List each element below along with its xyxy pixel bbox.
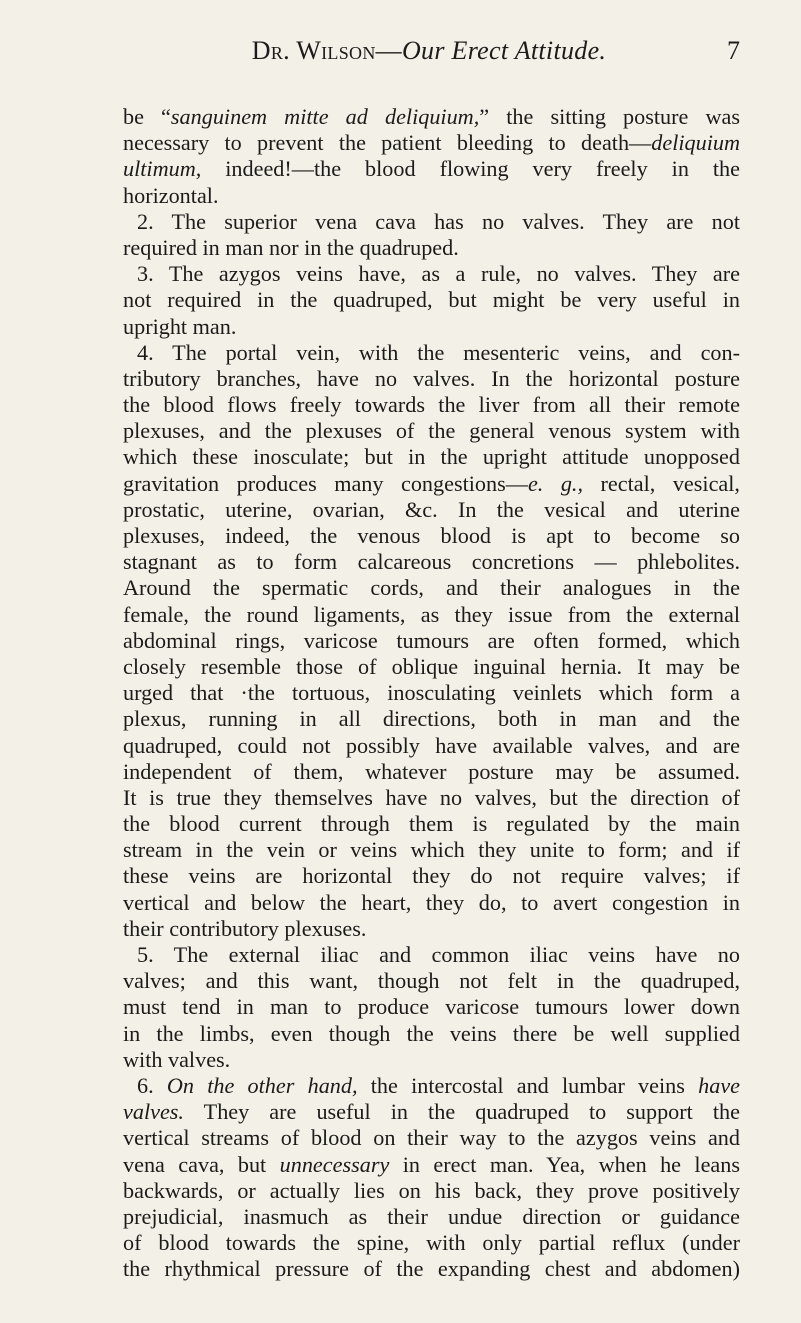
text-run: in the limbs, even though the veins there be well supplied [123,1020,740,1046]
body-text [123,104,740,1282]
text-run: must tend in man to produce varicose tumours lower down [123,994,740,1020]
text-run: independent of them, whatever posture may be assumed. [123,758,740,784]
text-run: which these inosculate; but in the upright attitude unopposed [123,444,740,470]
text-line [123,471,740,497]
text-line [123,654,740,680]
text-run: valves; and this want, though not felt in the quadruped, [123,968,740,994]
text-line [123,392,740,418]
text-line [123,156,740,182]
text-line [123,1073,740,1099]
text-line [123,968,740,994]
text-run: plexus, running in all directions, both in man and the [123,706,740,732]
text-run: of blood towards the spine, with only partial reflux (under [123,1230,740,1256]
text-line [123,1204,740,1230]
text-line [123,1230,740,1256]
text-line [123,942,740,968]
text-line [123,183,740,209]
header-author: Dr. Wilson [251,36,376,65]
text-line [123,1047,740,1073]
text-line [123,209,740,235]
text-line [123,759,740,785]
text-run: prostatic, uterine, ovarian, &c. In the vesical and uterine [123,496,740,522]
text-line [123,261,740,287]
text-line [123,235,740,261]
text-run: plexuses, and the plexuses of the general venous system with [123,418,740,444]
text-run: ” the sitting posture was [479,104,740,129]
text-run: gravitation produces many congestions— [123,470,528,496]
text-run: required in man nor in the quadruped. [123,234,459,260]
text-run: be “ [123,104,171,129]
text-line [123,890,740,916]
header-title: Our Erect Attitude. [401,36,607,65]
text-run: indeed!—the blood flowing very freely in the [201,156,740,182]
text-line [123,680,740,706]
text-line [123,523,740,549]
text-run: plexuses, indeed, the venous blood is apt to become so [123,523,740,548]
text-run: their contributory plexuses. [123,915,367,941]
italic-text: valves. [123,1099,184,1125]
text-run: horizontal. [123,182,219,208]
text-line [123,837,740,863]
text-run: the rhythmical pressure of the expanding chest and abdomen) [123,1256,740,1282]
text-line [123,497,740,523]
header-separator: — [375,36,402,65]
text-line [123,418,740,444]
text-line [123,549,740,575]
text-line [123,785,740,811]
text-line [123,733,740,759]
italic-text: sanguinem mitte ad deliquium, [170,104,480,129]
text-run: quadruped, could not possibly have available valves, and are [123,732,740,758]
text-line [123,1125,740,1151]
text-run: urged that ·the tortuous, inosculating veinlets which form a [123,680,740,706]
text-run: vertical streams of blood on their way to the azygos veins and [123,1125,740,1151]
text-line [123,628,740,654]
text-line [123,706,740,732]
text-run: tributory branches, have no valves. In the horizontal posture [123,365,740,391]
text-run: 2. The superior vena cava has no valves. They are not [137,208,740,234]
text-run: 4. The portal vein, with the mesenteric veins, and con- [137,339,740,365]
text-line [123,994,740,1020]
running-header [118,36,740,76]
text-line [123,314,740,340]
text-line [123,602,740,628]
text-run: abdominal rings, varicose tumours are often formed, which [123,627,740,653]
text-line [123,130,740,156]
text-line [123,1178,740,1204]
text-run: closely resemble those of oblique inguinal hernia. It may be [123,653,740,679]
text-run: 6. [137,1072,167,1098]
text-run: rectal, vesical, [583,470,740,496]
text-run: 5. The external iliac and common iliac veins have no [137,942,740,967]
text-run: with valves. [123,1046,231,1072]
italic-text: On the other hand, [166,1072,358,1098]
italic-text: have [698,1072,741,1098]
text-run: prejudicial, inasmuch as their undue direction or guidance [123,1203,740,1229]
text-line [123,863,740,889]
text-line [123,444,740,470]
text-run: It is true they themselves have no valves, but the direction of [123,784,740,810]
text-run: not required in the quadruped, but might be very useful in [123,287,740,313]
text-line [123,1256,740,1282]
running-title [118,36,740,66]
text-line [123,1152,740,1178]
text-run: these veins are horizontal they do not require valves; if [123,863,740,889]
text-run: upright man. [123,313,237,339]
text-run: backwards, or actually lies on his back, they prove positively [123,1177,740,1203]
text-line [123,575,740,601]
text-run: 3. The azygos veins have, as a rule, no valves. They are [137,261,740,287]
text-run: the intercostal and lumbar veins [357,1072,699,1098]
text-line [123,916,740,942]
text-line [123,340,740,366]
text-run: the blood flows freely towards the liver from all their remote [123,392,740,418]
text-run: Around the spermatic cords, and their analogues in the [123,575,740,601]
text-line [123,287,740,313]
italic-text: e. g., [527,470,584,496]
text-run: in erect man. Yea, when he leans [389,1151,740,1177]
text-line [123,811,740,837]
text-run: stream in the vein or veins which they unite to form; and if [123,837,740,863]
italic-text: ultimum, [123,156,202,182]
text-run: They are useful in the quadruped to support the [183,1099,740,1125]
text-run: female, the round ligaments, as they issue from the external [123,601,740,627]
page-number: 7 [727,36,740,65]
text-run: the blood current through them is regulated by the main [123,811,740,837]
italic-text: deliquium [651,130,740,156]
text-line [123,104,740,130]
text-run: vertical and below the heart, they do, to avert congestion in [123,889,740,915]
text-run: stagnant as to form calcareous concretions — phlebolites. [123,549,740,575]
text-line [123,1021,740,1047]
text-line [123,1099,740,1125]
text-line [123,366,740,392]
text-run: necessary to prevent the patient bleeding to death— [123,130,652,156]
text-run: vena cava, but [123,1151,280,1177]
italic-text: unnecessary [279,1151,390,1177]
